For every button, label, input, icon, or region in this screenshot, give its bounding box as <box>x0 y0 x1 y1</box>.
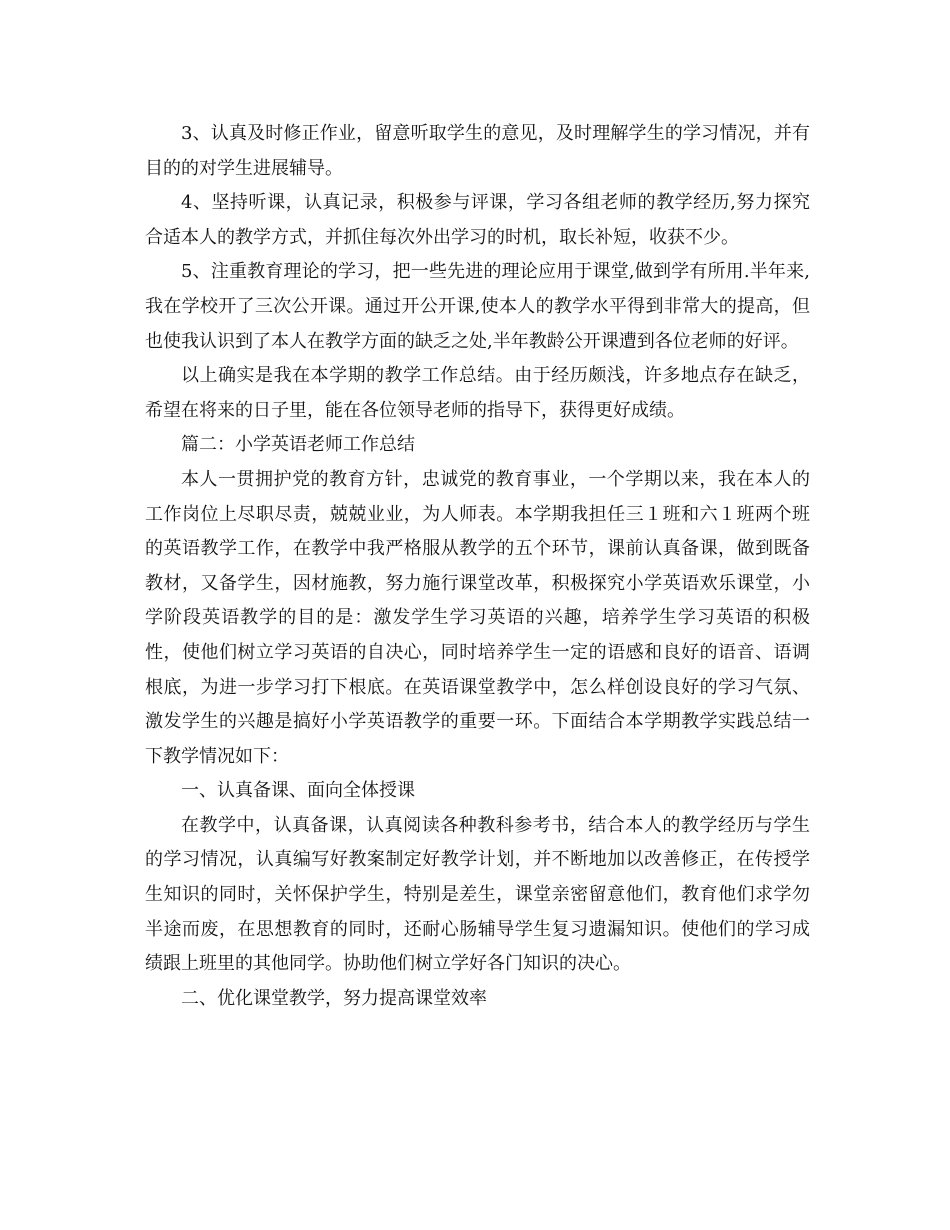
document-page <box>145 117 810 1016</box>
subheading-one: 一、认真备课、面向全体授课 <box>181 780 415 802</box>
paragraph-item-3: 3、认真及时修正作业，留意听取学生的意见，及时理解学生的学习情况，并有目的的对学生进展辅导。 <box>145 123 810 179</box>
paragraph-summary: 以上确实是我在本学期的教学工作总结。由于经历颇浅，许多地点存在缺乏，希望在将来的日子里，能在各位领导老师的指导下，获得更好成绩。 <box>145 365 810 421</box>
paragraph-intro: 本人一贯拥护党的教育方针，忠诚党的教育事业，一个学期以来，我在本人的工作岗位上尽职尽责，兢兢业业，为人师表。本学期我担任三１班和六１班两个班的英语教学工作，在教学中我严格服从教学的五个环节，课前认真备课，做到既备教材，又备学生，因材施教，努力施行课堂改革，积极探究小学英语欢乐课堂，小学阶段英语教学的目的是：激发学生学习英语的兴趣，培养学生学习英语的积极性，使他们树立学习英语的自决心，同时培养学生一定的语感和良好的语音、语调根底，为进一步学习打下根底。在英语课堂教学中，怎么样创设良好的学习气氛、激发学生的兴趣是搞好小学英语教学的重要一环。下面结合本学期教学实践总结一下教学情况如下： <box>145 468 810 767</box>
paragraph-preparation: 在教学中，认真备课，认真阅读各种教科参考书，结合本人的教学经历与学生的学习情况，认真编写好教案制定好教学计划，并不断地加以改善修正，在传授学生知识的同时，关怀保护学生，特别是差生，课堂亲密留意他们，教育他们求学勿半途而废，在思想教育的同时，还耐心肠辅导学生复习遗漏知识。使他们的学习成绩跟上班里的其他同学。协助他们树立学好各门知识的决心。 <box>145 814 810 975</box>
subheading-two: 二、优化课堂教学，努力提高课堂效率 <box>181 987 487 1009</box>
paragraph-item-4: 4、坚持听课，认真记录，积极参与评课，学习各组老师的教学经历,努力探究合适本人的教学方式，并抓住每次外出学习的时机，取长补短，收获不少。 <box>145 192 810 248</box>
section-heading-part-two: 篇二：小学英语老师工作总结 <box>181 434 415 456</box>
paragraph-item-5: 5、注重教育理论的学习，把一些先进的理论应用于课堂,做到学有所用.半年来,我在学校开了三次公开课。通过开公开课,使本人的教学水平得到非常大的提高，但也使我认识到了本人在教学方面的缺乏之处,半年教龄公开课遭到各位老师的好评。 <box>145 261 810 352</box>
